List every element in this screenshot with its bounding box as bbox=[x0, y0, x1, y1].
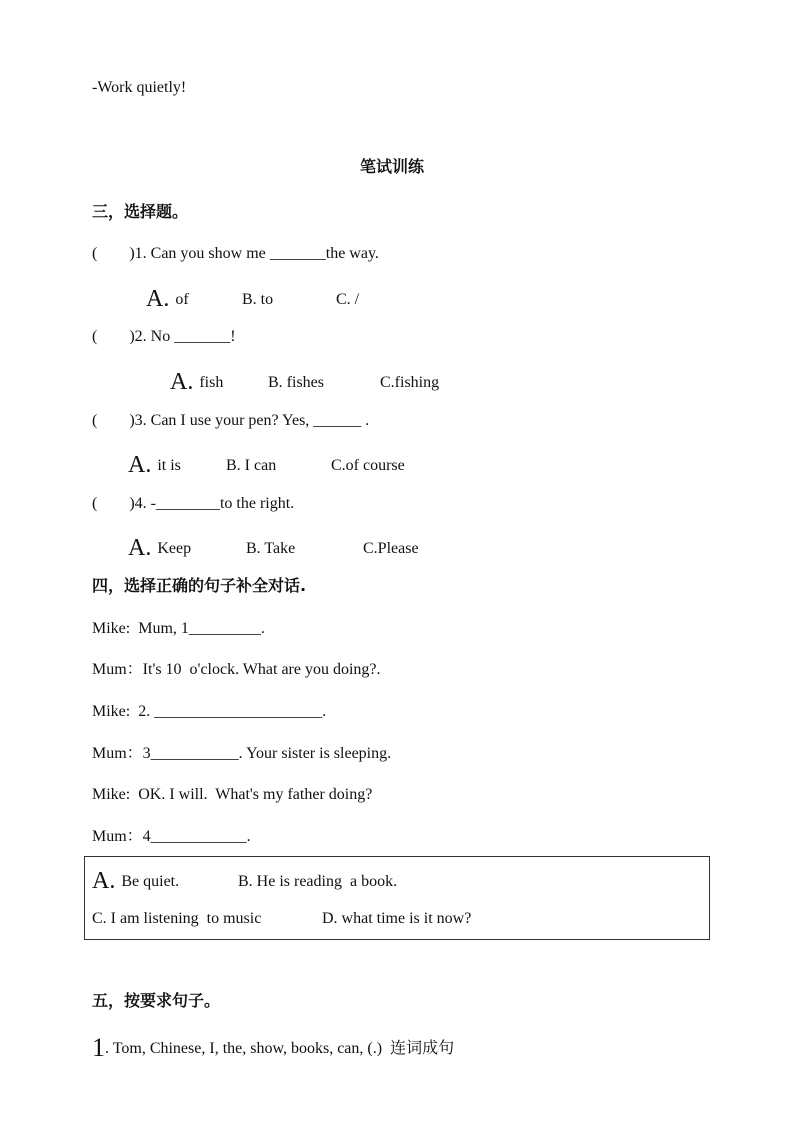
question-1-option-a bbox=[146, 287, 189, 312]
dialogue-line-2: Mum：It's 10 o'clock. What are you doing?. bbox=[92, 661, 381, 678]
choice-b: B. He is reading a book. bbox=[238, 873, 398, 890]
choice-a bbox=[92, 869, 179, 894]
choice-a-text: Be quiet. bbox=[121, 873, 180, 890]
question-2-option-c: C.fishing bbox=[380, 374, 440, 391]
section-title: 笔试训练 bbox=[360, 157, 425, 176]
question-4: ( )4. -________to the right. bbox=[92, 495, 295, 512]
question-3: ( )3. Can I use your pen? Yes, ______ . bbox=[92, 412, 370, 429]
dialogue-line-4: Mum：3___________. Your sister is sleeping. bbox=[92, 745, 392, 762]
question-2-option-b: B. fishes bbox=[268, 374, 324, 391]
question-4-option-b: B. Take bbox=[246, 540, 296, 557]
question-3-option-a bbox=[128, 453, 181, 478]
question-1: ( )1. Can you show me _______the way. bbox=[92, 245, 379, 262]
item-text: . Tom, Chinese, I, the, show, books, can, (.) 连词成句 bbox=[105, 1040, 455, 1057]
option-a-text: it is bbox=[157, 457, 181, 474]
part4-heading: 四，选择正确的句子补全对话. bbox=[92, 576, 307, 595]
question-3-option-b: B. I can bbox=[226, 457, 277, 474]
option-a-letter: A. bbox=[128, 452, 152, 478]
question-4-option-a bbox=[128, 536, 191, 561]
dialogue-line-3: Mike: 2. _____________________. bbox=[92, 703, 327, 720]
option-a-letter: A. bbox=[128, 535, 152, 561]
option-a-letter: A. bbox=[146, 286, 170, 312]
choice-d: D. what time is it now? bbox=[322, 910, 472, 927]
option-a-text: of bbox=[175, 291, 189, 308]
dialogue-line-6: Mum：4____________. bbox=[92, 828, 251, 845]
question-2: ( )2. No _______! bbox=[92, 328, 236, 345]
question-2-option-a bbox=[170, 370, 223, 395]
part5-heading: 五，按要求句子。 bbox=[92, 991, 221, 1010]
option-a-text: Keep bbox=[157, 540, 192, 557]
question-1-option-b: B. to bbox=[242, 291, 274, 308]
dialogue-line-5: Mike: OK. I will. What's my father doing? bbox=[92, 786, 373, 803]
choice-c: C. I am listening to music bbox=[92, 910, 262, 927]
option-a-text: fish bbox=[199, 374, 224, 391]
intro-line: -Work quietly! bbox=[92, 79, 187, 96]
question-1-option-c: C. / bbox=[336, 291, 360, 308]
choice-a-letter: A. bbox=[92, 868, 116, 894]
dialogue-line-1: Mike: Mum, 1_________. bbox=[92, 620, 265, 637]
option-a-letter: A. bbox=[170, 369, 194, 395]
question-4-option-c: C.Please bbox=[363, 540, 419, 557]
question-3-option-c: C.of course bbox=[331, 457, 405, 474]
item-number: 1 bbox=[92, 1033, 105, 1062]
part5-item-1 bbox=[92, 1033, 455, 1062]
part3-heading: 三，选择题。 bbox=[92, 202, 189, 221]
